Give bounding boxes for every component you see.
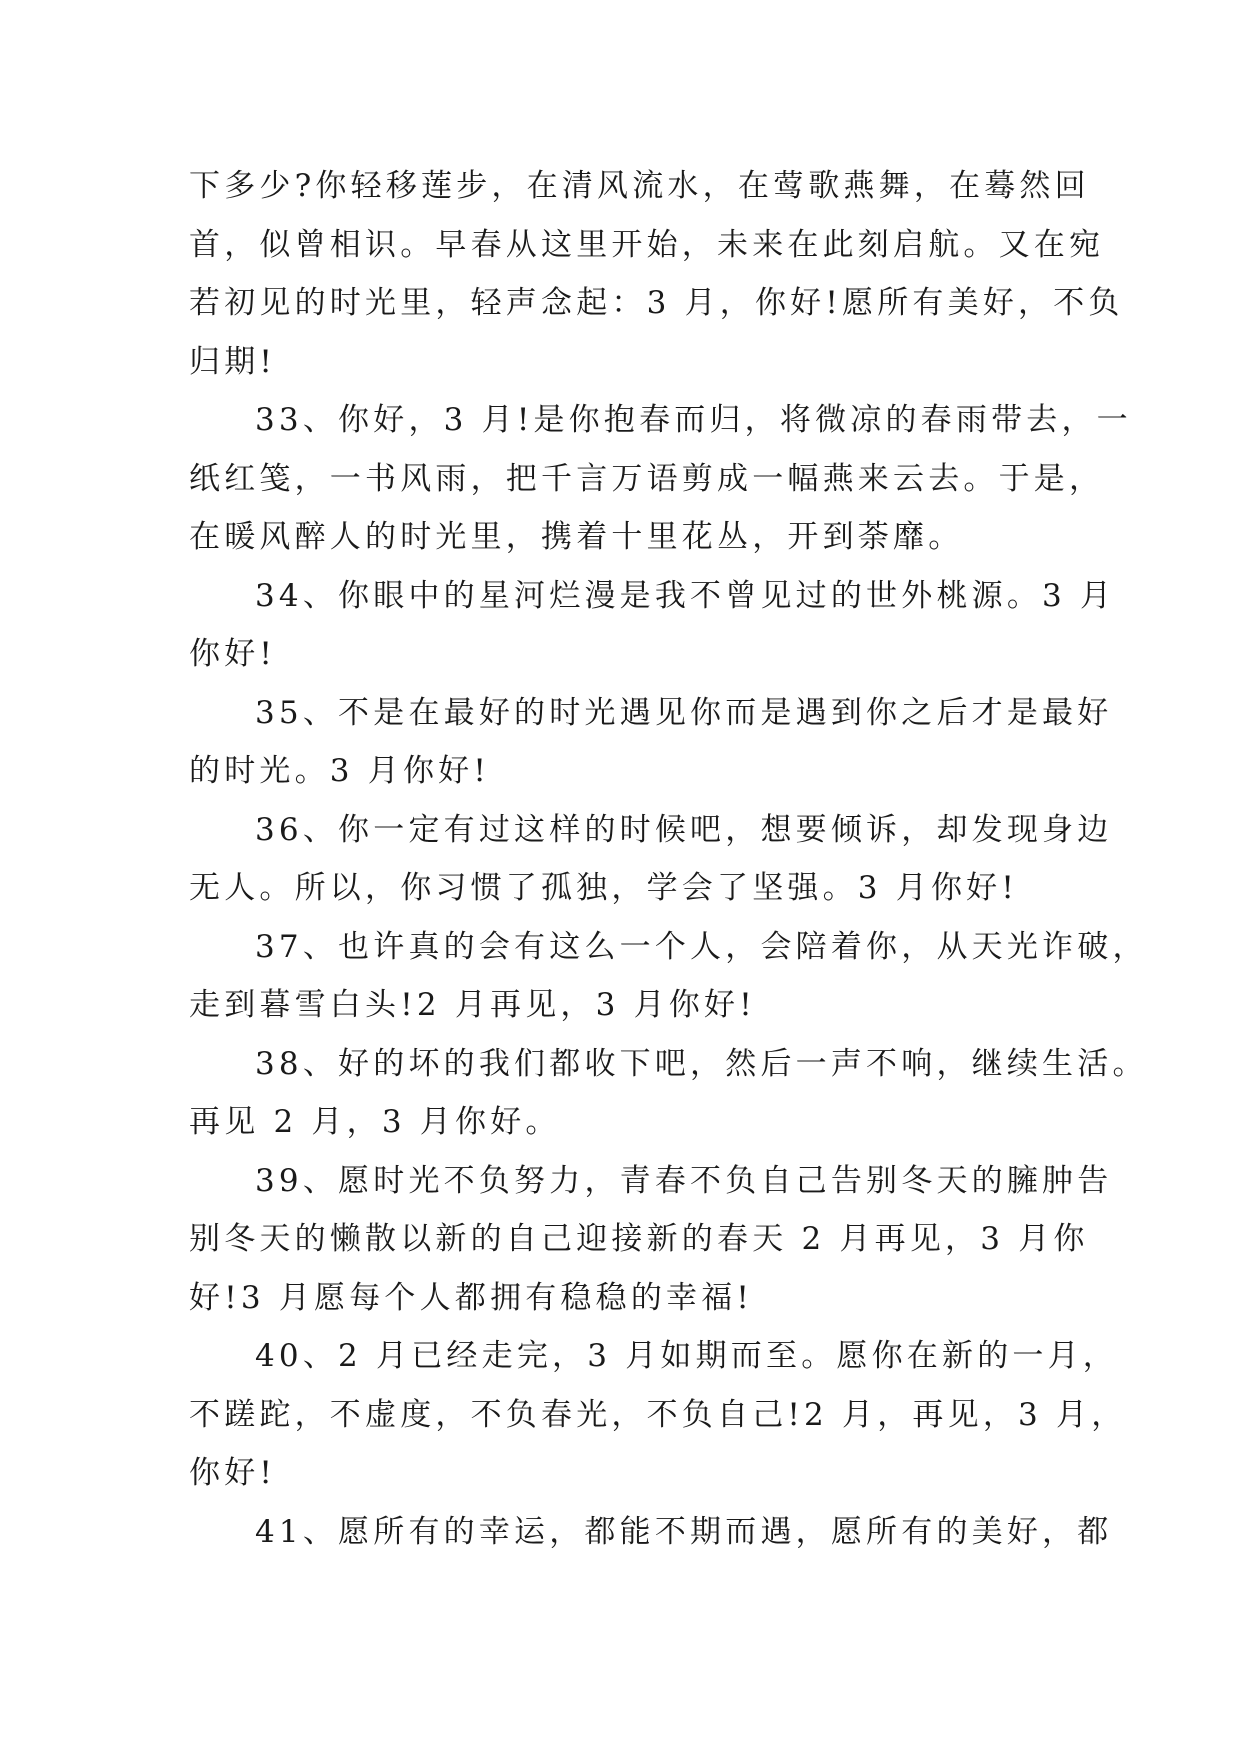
text-line: 35、不是在最好的时光遇见你而是遇到你之后才是最好 xyxy=(255,694,1113,731)
paragraph-36 xyxy=(189,801,1113,918)
text-line: 40、2 月已经走完，3 月如期而至。愿你在新的一月， xyxy=(255,1338,1118,1374)
paragraph-continuation xyxy=(189,157,1124,391)
text-line: 下多少?你轻移莲步，在清风流水，在莺歌燕舞，在蓦然回 xyxy=(189,168,1090,204)
text-line: 走到暮雪白头!2 月再见，3 月你好! xyxy=(189,987,756,1023)
text-line: 你好! xyxy=(189,1455,277,1491)
text-line: 别冬天的懒散以新的自己迎接新的春天 2 月再见，3 月你 xyxy=(189,1221,1089,1257)
text-line: 39、愿时光不负努力，青春不负自己告别冬天的臃肿告 xyxy=(255,1162,1113,1199)
text-line: 33、你好，3 月!是你抱春而归，将微凉的春雨带去，一 xyxy=(255,402,1132,438)
paragraph-38 xyxy=(189,1035,1148,1152)
text-line: 好!3 月愿每个人都拥有稳稳的幸福! xyxy=(189,1279,754,1316)
document-page xyxy=(189,157,1148,1561)
text-line: 34、你眼中的星河烂漫是我不曾见过的世外桃源。3 月 xyxy=(255,577,1116,614)
text-line: 的时光。3 月你好! xyxy=(189,753,491,789)
text-line: 无人。所以，你习惯了孤独，学会了坚强。3 月你好! xyxy=(189,870,1019,906)
paragraph-41 xyxy=(189,1503,1113,1562)
text-line: 36、你一定有过这样的时候吧，想要倾诉，却发现身边 xyxy=(255,811,1113,848)
paragraph-34 xyxy=(189,567,1116,684)
text-line: 38、好的坏的我们都收下吧，然后一声不响，继续生活。 xyxy=(255,1045,1148,1082)
text-line: 纸红笺，一书风雨，把千言万语剪成一幅燕来云去。于是， xyxy=(189,460,1105,497)
text-line: 首，似曾相识。早春从这里开始，未来在此刻启航。又在宛 xyxy=(189,226,1105,263)
text-line: 你好! xyxy=(189,636,277,672)
paragraph-40 xyxy=(189,1327,1127,1503)
paragraph-39 xyxy=(189,1152,1113,1328)
text-line: 再见 2 月，3 月你好。 xyxy=(189,1104,561,1140)
text-line: 归期! xyxy=(189,343,277,380)
paragraph-35 xyxy=(189,684,1113,801)
text-line: 37、也许真的会有这么一个人，会陪着你，从天光诈破， xyxy=(255,928,1148,965)
paragraph-37 xyxy=(189,918,1148,1035)
text-line: 不蹉跎，不虚度，不负春光，不负自己!2 月，再见，3 月， xyxy=(189,1396,1127,1433)
text-line: 若初见的时光里，轻声念起：3 月，你好!愿所有美好，不负 xyxy=(189,285,1124,321)
text-line: 41、愿所有的幸运，都能不期而遇，愿所有的美好，都 xyxy=(255,1513,1113,1550)
paragraph-33 xyxy=(189,391,1132,567)
text-line: 在暖风醉人的时光里，携着十里花丛，开到荼靡。 xyxy=(189,519,964,555)
